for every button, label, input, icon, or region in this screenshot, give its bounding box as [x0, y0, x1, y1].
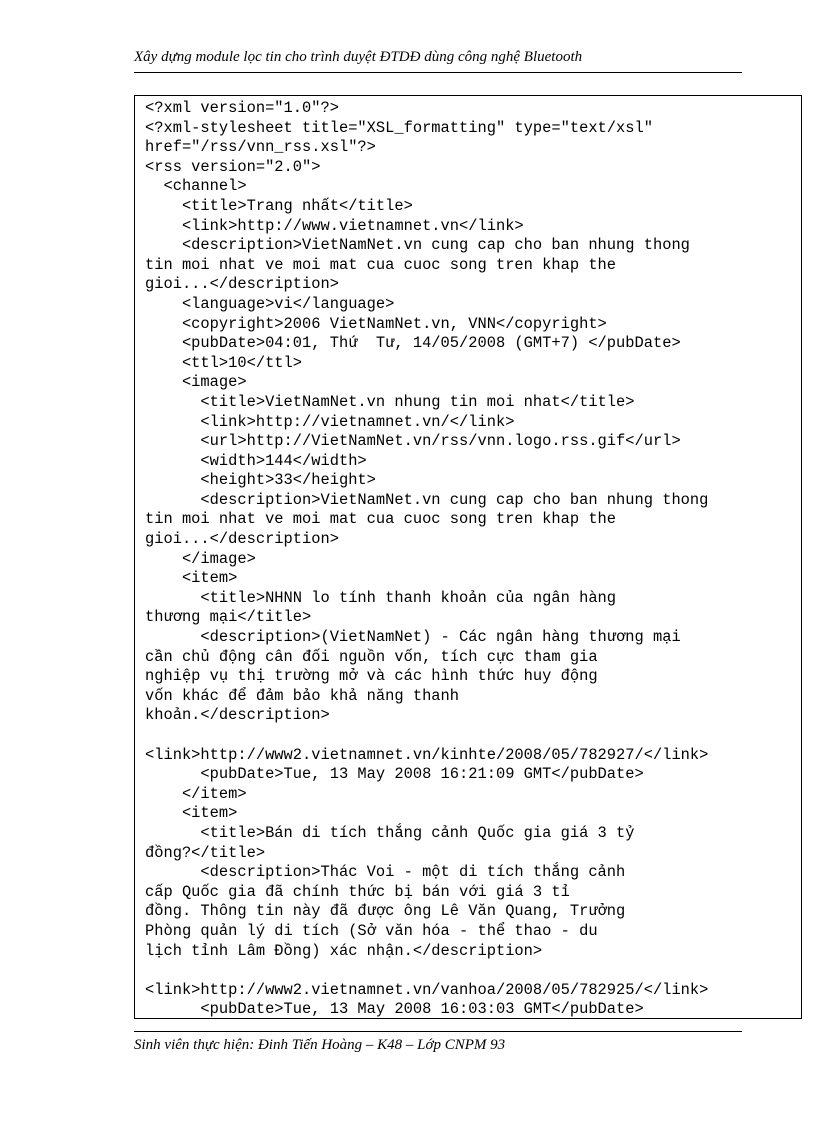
- code-line: [145, 961, 708, 981]
- code-line: <description>(VietNamNet) - Các ngân hàng thương mại: [145, 628, 681, 647]
- code-line: tin moi nhat ve moi mat cua cuoc song tren khap the: [145, 510, 617, 529]
- code-line: cần chủ động cân đối nguồn vốn, tích cực tham gia: [145, 647, 598, 666]
- code-line: <title>VietNamNet.vn nhung tin moi nhat</title>: [145, 392, 635, 411]
- code-line: <width>144</width>: [145, 451, 367, 470]
- code-line: <pubDate>Tue, 13 May 2008 16:21:09 GMT</pubDate>: [145, 765, 644, 784]
- code-line: <title>Trang nhất</title>: [145, 196, 413, 215]
- code-line: <title>NHNN lo tính thanh khoản của ngân hàng: [145, 588, 617, 607]
- code-line: <channel>: [145, 177, 247, 196]
- code-line: <ttl>10</ttl>: [145, 353, 303, 372]
- code-line: </item>: [145, 784, 247, 803]
- code-line: thương mại</title>: [145, 608, 312, 627]
- code-line: lịch tỉnh Lâm Đồng) xác nhận.</description>: [145, 941, 543, 960]
- footer-divider: [134, 1031, 742, 1032]
- code-line: <description>Thác Voi - một di tích thắng cảnh: [145, 863, 626, 882]
- code-line: nghiệp vụ thị trường mở và các hình thức huy động: [145, 667, 598, 686]
- code-line: href="/rss/vnn_rss.xsl"?>: [145, 138, 376, 157]
- code-line: <item>: [145, 569, 238, 588]
- code-line: </image>: [145, 549, 256, 568]
- code-line: <image>: [145, 373, 247, 392]
- code-line: <description>VietNamNet.vn cung cap cho ban nhung thong: [145, 490, 709, 509]
- code-listing-box: [134, 95, 802, 1019]
- code-line: cấp Quốc gia đã chính thức bị bán với giá 3 tỉ: [145, 882, 570, 901]
- code-line: <link>http://vietnamnet.vn/</link>: [145, 412, 515, 431]
- code-line: <height>33</height>: [145, 471, 376, 490]
- code-listing: [145, 99, 708, 1019]
- code-line: đồng. Thông tin này đã được ông Lê Văn Quang, Trưởng: [145, 902, 626, 921]
- code-line: <description>VietNamNet.vn cung cap cho ban nhung thong: [145, 236, 690, 255]
- code-line: <pubDate>04:01, Thứ Tư, 14/05/2008 (GMT+7) </pubDate>: [145, 334, 681, 353]
- code-line: Phòng quản lý di tích (Sở văn hóa - thể thao - du: [145, 921, 598, 940]
- code-line: <link>http://www2.vietnamnet.vn/kinhte/2008/05/782927/</link>: [145, 745, 709, 764]
- running-header: Xây dựng module lọc tin cho trình duyệt ĐTDĐ dùng công nghệ Bluetooth: [134, 49, 583, 65]
- code-line: <item>: [145, 804, 238, 823]
- code-line: <link>http://www2.vietnamnet.vn/vanhoa/2008/05/782925/</link>: [145, 980, 709, 999]
- code-line: <title>Bán di tích thắng cảnh Quốc gia giá 3 tỷ: [145, 823, 635, 842]
- code-line: <?xml-stylesheet title="XSL_formatting" type="text/xsl": [145, 118, 653, 137]
- header-divider: [134, 72, 742, 73]
- code-line: vốn khác để đảm bảo khả năng thanh: [145, 686, 460, 705]
- code-line: <pubDate>Tue, 13 May 2008 16:03:03 GMT</pubDate>: [145, 1000, 644, 1019]
- code-line: [145, 726, 708, 746]
- code-line: <language>vi</language>: [145, 294, 395, 313]
- running-footer: Sinh viên thực hiện: Đinh Tiến Hoàng – K48 – Lớp CNPM 93: [134, 1037, 506, 1053]
- code-line: <copyright>2006 VietNamNet.vn, VNN</copyright>: [145, 314, 607, 333]
- code-line: đồng?</title>: [145, 843, 266, 862]
- code-line: gioi...</description>: [145, 530, 339, 549]
- code-line: gioi...</description>: [145, 275, 339, 294]
- code-line: <link>http://www.vietnamnet.vn</link>: [145, 216, 524, 235]
- code-line: <?xml version="1.0"?>: [145, 99, 339, 117]
- code-line: <url>http://VietNamNet.vn/rss/vnn.logo.rss.gif</url>: [145, 432, 681, 451]
- code-line: <rss version="2.0">: [145, 157, 321, 176]
- code-line: khoản.</description>: [145, 706, 330, 725]
- code-line: tin moi nhat ve moi mat cua cuoc song tren khap the: [145, 255, 617, 274]
